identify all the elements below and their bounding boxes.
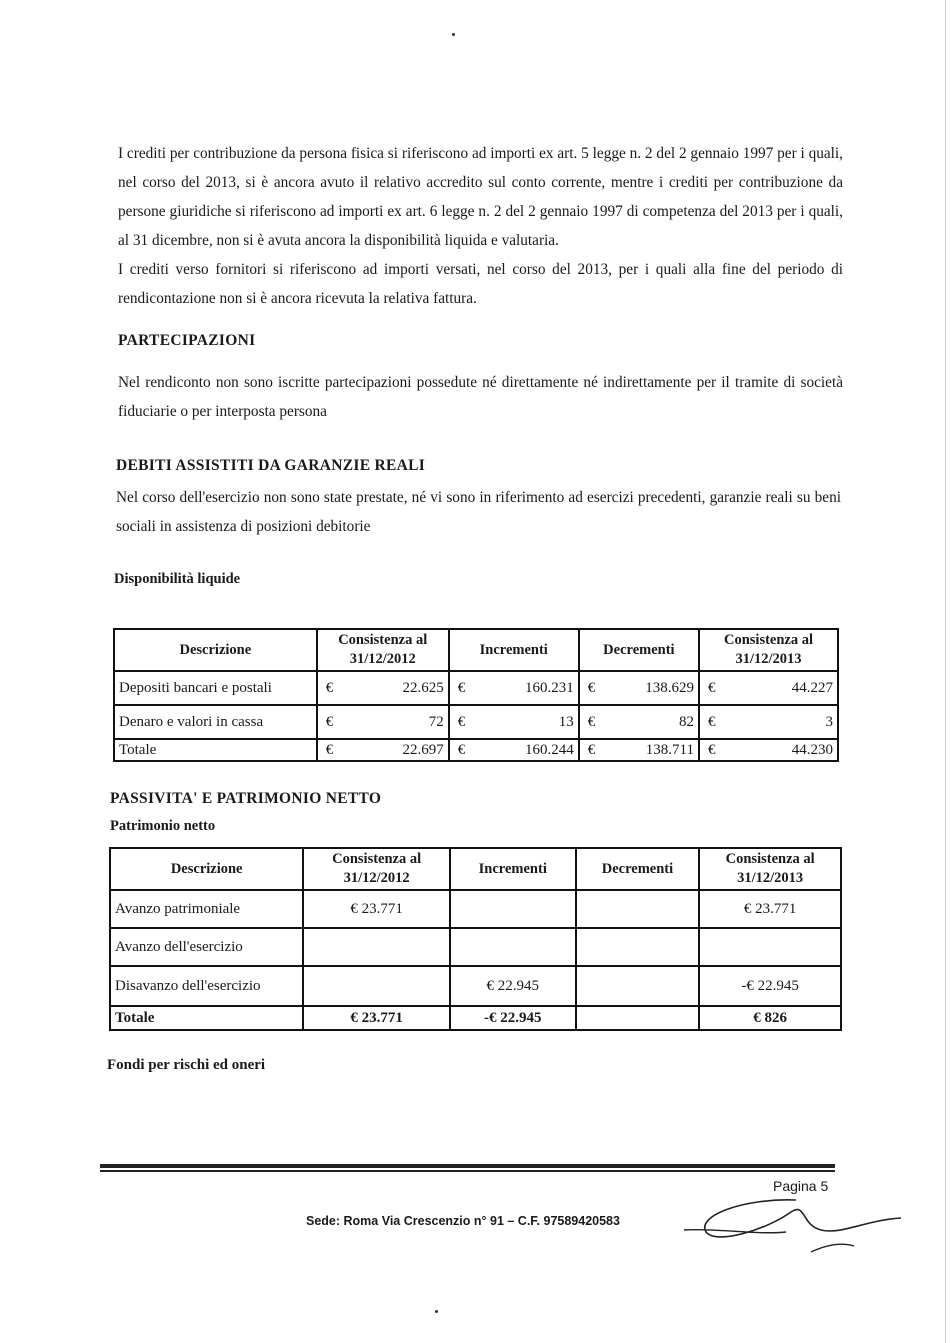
- value-decrementi: 138.629: [600, 671, 699, 705]
- total-2013: 44.230: [720, 739, 838, 761]
- currency-symbol: €: [449, 739, 470, 761]
- table-total-row: [114, 739, 838, 761]
- fondi-heading: Fondi per rischi ed oneri: [107, 1057, 266, 1073]
- value-2013: € 23.771: [699, 890, 841, 928]
- scan-speck: [452, 33, 455, 36]
- currency-symbol: €: [317, 739, 338, 761]
- total-incrementi: 160.244: [470, 739, 579, 761]
- currency-symbol: €: [579, 739, 600, 761]
- table-row: [110, 966, 841, 1006]
- total-decrementi: [576, 1006, 700, 1030]
- total-2012: € 23.771: [303, 1006, 450, 1030]
- currency-symbol: €: [579, 705, 600, 739]
- value-2012: € 23.771: [303, 890, 450, 928]
- value-2012: [303, 966, 450, 1006]
- row-label: Avanzo dell'esercizio: [110, 928, 303, 966]
- value-2012: [303, 928, 450, 966]
- currency-symbol: €: [449, 705, 470, 739]
- value-decrementi: [576, 928, 700, 966]
- intro-paragraph-1: I crediti per contribuzione da persona fisica si riferiscono ad importi ex art. 5 legge n. 2 del 2 gennaio 1997 per i quali, nel corso del 2013, si è ancora avuto il relativo accredito sul conto corrente, mentre i crediti per contribuzione da persone giuridiche si riferiscono ad importi ex art. 6 legge n. 2 del 2 gennaio 1997 di competenza del 2013 per i quali, al 31 dicembre, non si è avuta ancora la disponibilità liquida e valutaria.: [118, 145, 843, 249]
- patrimonio-netto-subheading: Patrimonio netto: [110, 818, 216, 834]
- table-row: [110, 890, 841, 928]
- currency-symbol: €: [579, 671, 600, 705]
- passivita-heading: PASSIVITA' E PATRIMONIO NETTO: [110, 790, 382, 807]
- footer-rule: [100, 1170, 835, 1172]
- debiti-text: Nel corso dell'esercizio non sono state prestate, né vi sono in riferimento ad esercizi precedenti, garanzie reali su beni sociali in assistenza di posizioni debitorie: [116, 489, 841, 535]
- currency-symbol: €: [699, 739, 720, 761]
- disponibilita-title: Disponibilità liquide: [114, 571, 241, 587]
- row-label: Denaro e valori in cassa: [114, 705, 317, 739]
- value-2013: [699, 928, 841, 966]
- footer-address: Sede: Roma Via Crescenzio n° 91 – C.F. 97589420583: [306, 1214, 620, 1228]
- scan-speck: [435, 1310, 438, 1313]
- header-incrementi: Incrementi: [449, 629, 579, 671]
- partecipazioni-heading: PARTECIPAZIONI: [118, 332, 256, 349]
- total-incrementi: -€ 22.945: [450, 1006, 576, 1030]
- partecipazioni-text: Nel rendiconto non sono iscritte partecipazioni possedute né direttamente né indirettamente per il tramite di società fiduciarie o per interposta persona: [118, 374, 843, 420]
- header-consistenza-2012: Consistenza al 31/12/2012: [303, 848, 450, 890]
- header-decrementi: Decrementi: [576, 848, 700, 890]
- value-decrementi: [576, 890, 700, 928]
- value-2013: 3: [720, 705, 838, 739]
- currency-symbol: €: [699, 705, 720, 739]
- value-2013: 44.227: [720, 671, 838, 705]
- value-incrementi: 160.231: [470, 671, 579, 705]
- debiti-heading: DEBITI ASSISTITI DA GARANZIE REALI: [116, 457, 426, 474]
- header-incrementi: Incrementi: [450, 848, 576, 890]
- value-incrementi: 13: [470, 705, 579, 739]
- currency-symbol: €: [449, 671, 470, 705]
- total-label: Totale: [114, 739, 317, 761]
- table-row: [110, 928, 841, 966]
- value-2013: -€ 22.945: [699, 966, 841, 1006]
- value-2012: 72: [338, 705, 449, 739]
- header-consistenza-2013: Consistenza al 31/12/2013: [699, 629, 838, 671]
- value-incrementi: [450, 928, 576, 966]
- table-total-row: [110, 1006, 841, 1030]
- scan-edge: [945, 0, 946, 1343]
- currency-symbol: €: [317, 705, 338, 739]
- table-row: [114, 705, 838, 739]
- header-consistenza-2012: Consistenza al 31/12/2012: [317, 629, 449, 671]
- row-label: Disavanzo dell'esercizio: [110, 966, 303, 1006]
- intro-paragraph-2: I crediti verso fornitori si riferiscono ad importi versati, nel corso del 2013, per i quali alla fine del periodo di rendicontazione non si è ancora ricevuta la relativa fattura.: [118, 261, 843, 307]
- value-incrementi: € 22.945: [450, 966, 576, 1006]
- table-header-row: [114, 629, 838, 671]
- currency-symbol: €: [317, 671, 338, 705]
- value-2012: 22.625: [338, 671, 449, 705]
- table-row: [114, 671, 838, 705]
- row-label: Avanzo patrimoniale: [110, 890, 303, 928]
- handwritten-signature: [676, 1190, 906, 1265]
- row-label: Depositi bancari e postali: [114, 671, 317, 705]
- footer-rule: [100, 1164, 835, 1168]
- total-decrementi: 138.711: [600, 739, 699, 761]
- total-label: Totale: [110, 1006, 303, 1030]
- value-incrementi: [450, 890, 576, 928]
- value-decrementi: [576, 966, 700, 1006]
- header-consistenza-2013: Consistenza al 31/12/2013: [699, 848, 841, 890]
- page-number: Pagina 5: [773, 1178, 829, 1194]
- value-decrementi: 82: [600, 705, 699, 739]
- currency-symbol: €: [699, 671, 720, 705]
- header-descrizione: Descrizione: [110, 848, 303, 890]
- disponibilita-table: [113, 628, 839, 762]
- total-2012: 22.697: [338, 739, 449, 761]
- total-2013: € 826: [699, 1006, 841, 1030]
- patrimonio-netto-table: [109, 847, 842, 1031]
- table-header-row: [110, 848, 841, 890]
- header-decrementi: Decrementi: [579, 629, 699, 671]
- header-descrizione: Descrizione: [114, 629, 317, 671]
